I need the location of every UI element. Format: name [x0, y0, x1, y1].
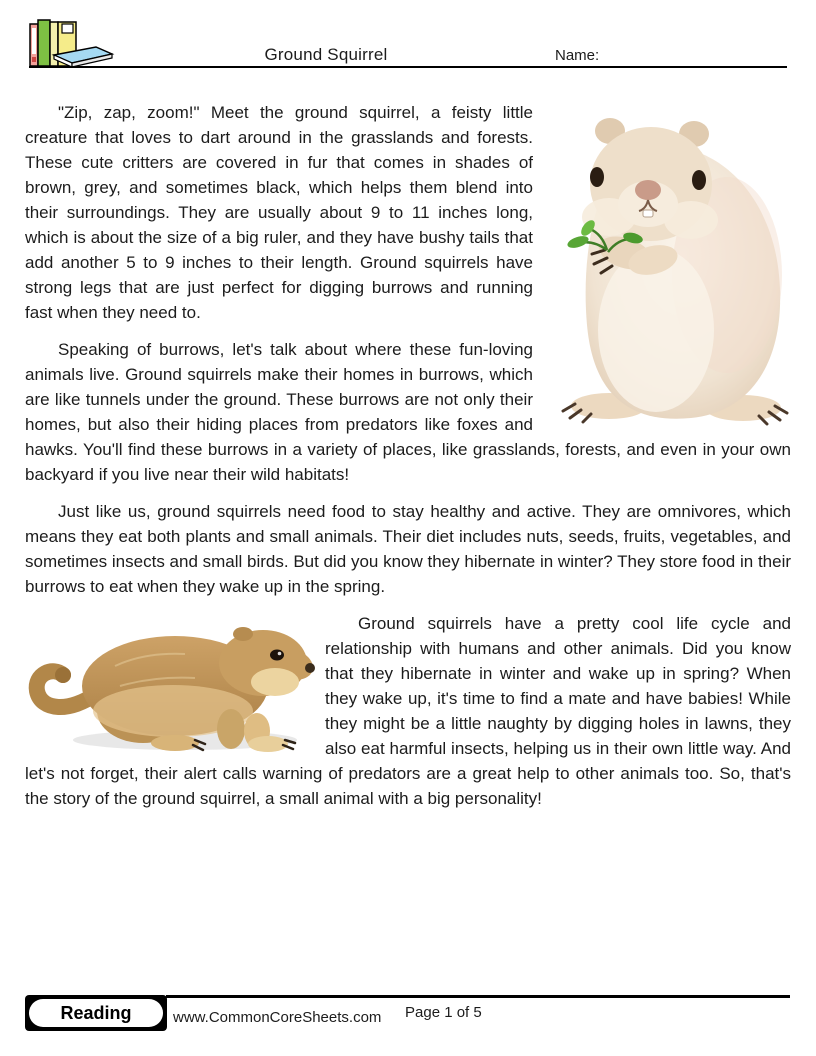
side-squirrel-image: [25, 611, 315, 756]
reading-category-badge: [25, 995, 167, 1031]
passage-paragraph-4: Ground squirrels have a pretty cool life cycle and relationship with humans and other animals. Did you know that they hibernate in winter and wake up in spring? When they wake up, it's time to find a mate and have babies! While they might be a little naughty by digging holes in lawns, they also eat harmful insects, helping us in their own little way. And let's not forget, their alert calls warning of predators are a great help to other animals too. So, that's the story of the ground squirrel, a small animal with a big personality!: [25, 614, 791, 808]
header-divider: [29, 66, 787, 68]
website-text: www.CommonCoreSheets.com: [173, 1009, 382, 1026]
reading-category-label: Reading: [29, 999, 163, 1027]
passage-paragraph-3: Just like us, ground squirrels need food to stay healthy and active. They are omnivores, which means they eat both plants and small animals. Their diet includes nuts, seeds, fruits, vegetables, and sometimes insects and small birds. But did you know they hibernate in winter? They store food in their burrows to eat when they wake up in the spring.: [25, 502, 792, 596]
footer-divider: [166, 995, 790, 998]
name-label: Name:: [555, 47, 600, 64]
standing-squirrel-image: [541, 100, 791, 430]
books-logo-icon: [20, 11, 118, 68]
worksheet-title: Ground Squirrel: [264, 45, 388, 64]
passage-paragraph-2: Speaking of burrows, let's talk about where these fun-loving animals live. Ground squirrels make their homes in burrows, which are like tunnels under the ground. These burrows are not only their homes, but also their hiding places from predators like foxes and hawks. You'll find these burrows in a variety of places, like grasslands, forests, and even in your own backyard if you live near their wild habitats!: [25, 340, 791, 484]
passage-paragraph-1: "Zip, zap, zoom!" Meet the ground squirrel, a feisty little creature that loves to dart around in the grasslands and forests. These cute critters are covered in fur that comes in shades of brown, grey, and sometimes black, which helps them blend into their surroundings. They are usually about 9 to 11 inches long, which is about the size of a big ruler, and they have bushy tails that add another 5 to 9 inches to their length. Ground squirrels have strong legs that are just perfect for digging burrows and running fast when they need to.: [25, 103, 533, 322]
page-indicator: Page 1 of 5: [405, 1004, 482, 1021]
reading-passage: [25, 100, 791, 823]
